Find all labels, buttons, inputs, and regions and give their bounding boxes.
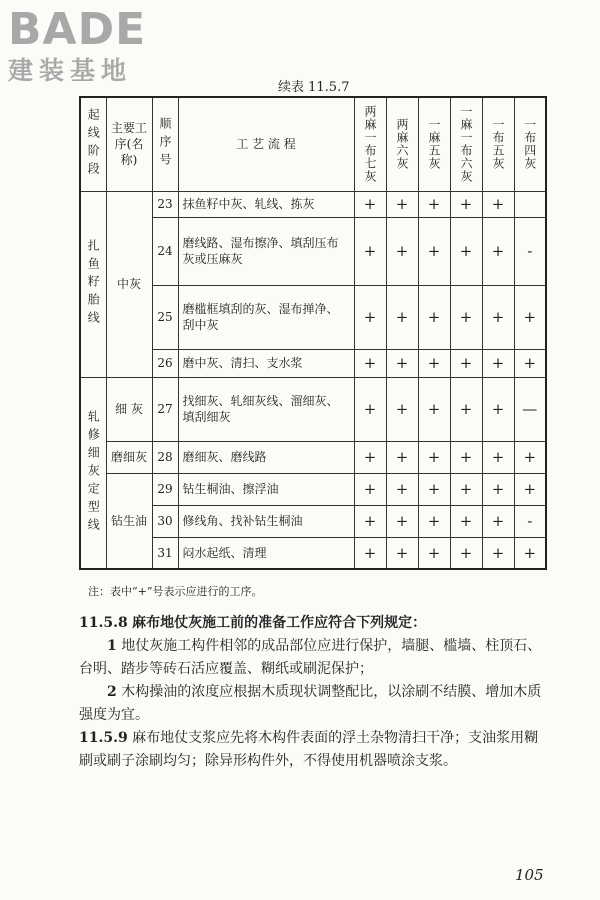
page-number: 105 [515, 866, 544, 884]
mark-cell: + [514, 441, 546, 473]
mark-cell: + [386, 285, 418, 349]
flow-cell: 钻生桐油、擦浮油 [178, 473, 354, 505]
table-row [80, 473, 546, 505]
clause-number: 2 [107, 684, 117, 700]
stage-cell: 扎鱼籽胎线 [80, 191, 106, 377]
flow-cell: 磨槛框填刮的灰、湿布掸净、刮中灰 [178, 285, 354, 349]
header-seq: 顺序号 [152, 97, 178, 191]
stage-cell: 轧修细灰定型线 [80, 377, 106, 569]
seq-cell: 26 [152, 349, 178, 377]
mark-cell: + [482, 537, 514, 569]
mark-cell: + [482, 285, 514, 349]
mark-cell: + [418, 217, 450, 285]
mark-cell: + [450, 505, 482, 537]
mark-cell: + [450, 441, 482, 473]
mark-cell: + [354, 473, 386, 505]
mark-cell: + [482, 377, 514, 441]
header-stage: 起线阶段 [80, 97, 106, 191]
section-heading [79, 727, 549, 773]
mark-cell: + [354, 377, 386, 441]
section-number: 11.5.8 [79, 615, 128, 631]
header-col: 一麻一布六灰 [450, 97, 482, 191]
flow-cell: 磨中灰、清扫、支水浆 [178, 349, 354, 377]
mark-cell: + [386, 191, 418, 217]
clause-text: 地仗灰施工构件相邻的成品部位应进行保护，墙腿、槛墙、柱顶石、台明、踏步等砖石活应覆盖、糊纸或刷泥保护； [79, 638, 542, 677]
mark-cell: + [514, 285, 546, 349]
seq-cell: 31 [152, 537, 178, 569]
mark-cell: + [386, 377, 418, 441]
mark-cell: + [386, 537, 418, 569]
mark-cell: + [514, 473, 546, 505]
header-col: 一麻五灰 [418, 97, 450, 191]
section-text: 麻布地仗支浆应先将木构件表面的浮土杂物清扫干净；支油浆用糊刷或刷子涂刷均匀；除异形构件外，不得使用机器喷涂支浆。 [79, 730, 539, 769]
mark-cell: + [450, 349, 482, 377]
logo [8, 4, 188, 86]
seq-cell: 30 [152, 505, 178, 537]
mark-cell: + [450, 377, 482, 441]
main-proc-cell: 磨细灰 [106, 441, 152, 473]
table-row [80, 191, 546, 217]
flow-cell: 闷水起纸、清理 [178, 537, 354, 569]
seq-cell: 29 [152, 473, 178, 505]
header-col: 两麻六灰 [386, 97, 418, 191]
mark-cell: + [450, 217, 482, 285]
logo-brand: BADE [8, 4, 147, 55]
mark-cell: + [354, 537, 386, 569]
mark-cell: + [354, 285, 386, 349]
mark-cell: + [418, 505, 450, 537]
mark-cell: + [482, 473, 514, 505]
mark-cell: + [418, 349, 450, 377]
clause-item [79, 681, 549, 727]
table-row [80, 441, 546, 473]
mark-cell: + [482, 349, 514, 377]
clause-item [79, 635, 549, 681]
mark-cell: + [386, 505, 418, 537]
flow-cell: 抹鱼籽中灰、轧线、拣灰 [178, 191, 354, 217]
main-proc-cell: 钻生油 [106, 473, 152, 569]
mark-cell: + [450, 473, 482, 505]
seq-cell: 23 [152, 191, 178, 217]
clause-text: 木构操油的浓度应根据木质现状调整配比，以涂刷不结膜、增加木质强度为宜。 [79, 684, 542, 723]
mark-cell: + [418, 441, 450, 473]
clause-number: 1 [107, 638, 117, 654]
logo-subtitle: 建装基地 [8, 56, 133, 85]
mark-cell: + [386, 441, 418, 473]
mark-cell: - [514, 505, 546, 537]
mark-cell: + [418, 191, 450, 217]
mark-cell: + [450, 191, 482, 217]
mark-cell: + [482, 217, 514, 285]
mark-cell: + [354, 349, 386, 377]
flow-cell: 找细灰、轧细灰线、溜细灰、填刮细灰 [178, 377, 354, 441]
table-note: 注：表中“+”号表示应进行的工序。 [88, 585, 263, 598]
mark-cell: + [418, 377, 450, 441]
section-number: 11.5.9 [79, 730, 128, 746]
mark-cell [514, 191, 546, 217]
header-col: 一布四灰 [514, 97, 546, 191]
seq-cell: 25 [152, 285, 178, 349]
mark-cell: + [418, 473, 450, 505]
mark-cell: + [386, 473, 418, 505]
header-flow: 工 艺 流 程 [178, 97, 354, 191]
mark-cell: + [514, 349, 546, 377]
mark-cell: + [354, 505, 386, 537]
mark-cell: + [418, 285, 450, 349]
mark-cell: + [482, 441, 514, 473]
seq-cell: 27 [152, 377, 178, 441]
header-col: 两麻一布七灰 [354, 97, 386, 191]
flow-cell: 修线角、找补钻生桐油 [178, 505, 354, 537]
seq-cell: 28 [152, 441, 178, 473]
main-proc-cell: 细 灰 [106, 377, 152, 441]
mark-cell: + [418, 537, 450, 569]
header-col: 一布五灰 [482, 97, 514, 191]
section-11-5-8 [79, 612, 549, 773]
mark-cell: — [514, 377, 546, 441]
mark-cell: + [450, 537, 482, 569]
mark-cell: + [450, 285, 482, 349]
section-title: 麻布地仗灰施工前的准备工作应符合下列规定： [132, 615, 427, 631]
mark-cell: + [386, 349, 418, 377]
main-proc-cell: 中灰 [106, 191, 152, 377]
header-main-proc: 主要工序(名称) [106, 97, 152, 191]
table-caption: 续表 11.5.7 [278, 80, 350, 95]
table-header-row [80, 97, 546, 191]
section-heading [79, 612, 549, 635]
mark-cell: - [514, 217, 546, 285]
flow-cell: 磨细灰、磨线路 [178, 441, 354, 473]
mark-cell: + [482, 505, 514, 537]
seq-cell: 24 [152, 217, 178, 285]
mark-cell: + [514, 537, 546, 569]
mark-cell: + [386, 217, 418, 285]
table-row [80, 377, 546, 441]
mark-cell: + [354, 441, 386, 473]
process-table [79, 96, 547, 570]
mark-cell: + [354, 191, 386, 217]
mark-cell: + [354, 217, 386, 285]
mark-cell: + [482, 191, 514, 217]
flow-cell: 磨线路、湿布擦净、填刮压布灰或压麻灰 [178, 217, 354, 285]
